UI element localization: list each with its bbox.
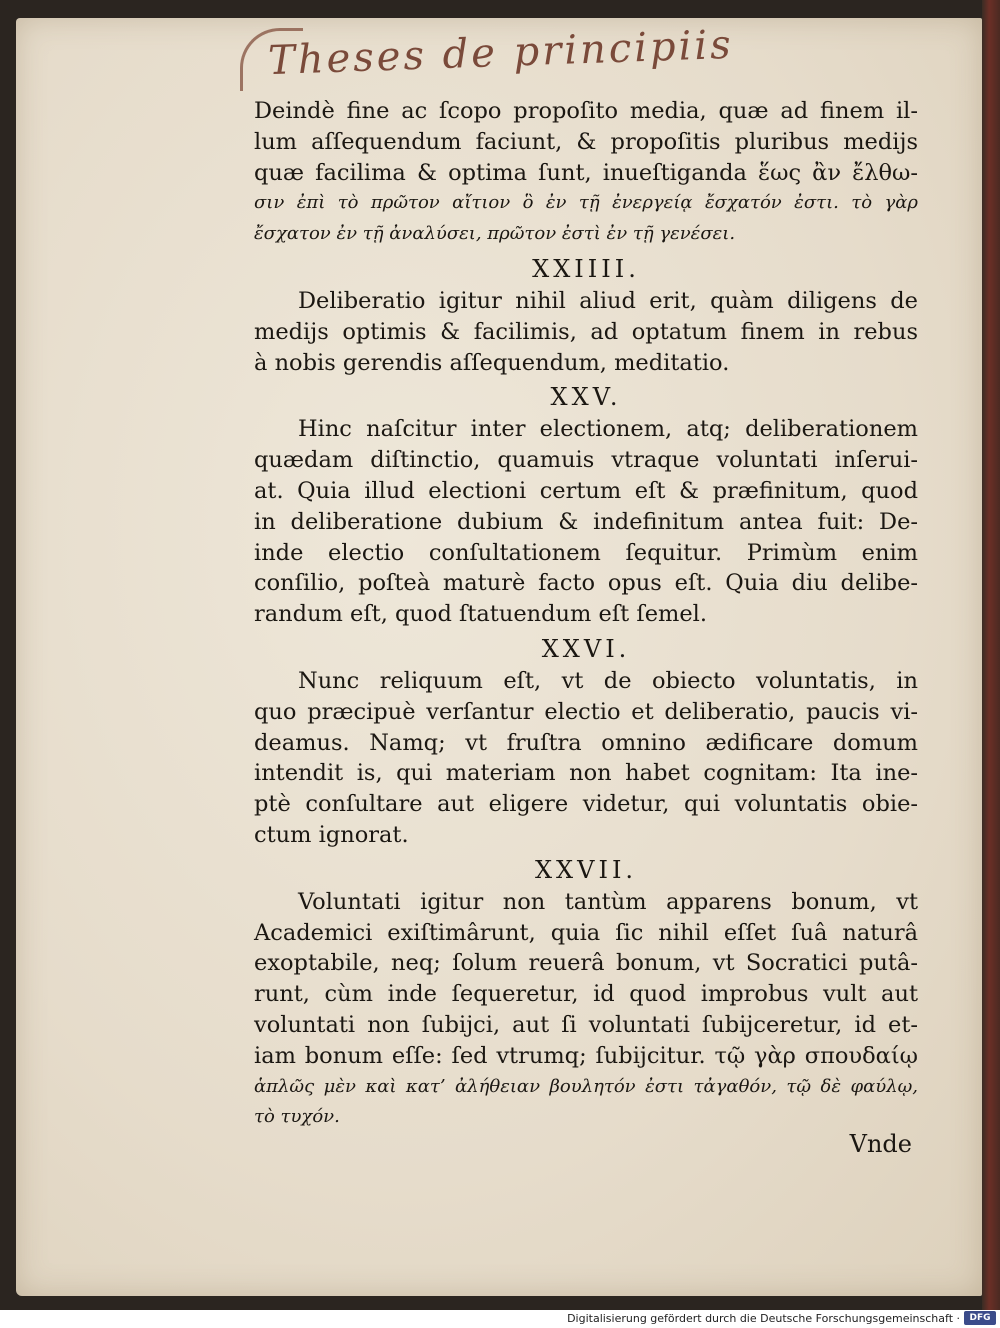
paragraph-xxvii [254,887,918,1133]
text-line: intendit is, qui materiam non habet cognitam: Ita ine- [254,760,918,787]
text-line: Academici exiſtimârunt, quia ſic nihil eſſet ſuâ naturâ [254,919,918,946]
text-line: voluntati non ſubijci, aut ſi voluntati ſubijceretur, id et- [254,1011,918,1038]
dfg-logo: DFG [964,1311,996,1325]
book-spine [982,0,1000,1310]
section-heading: XXVII. [534,855,638,884]
text-line: runt, cùm inde ſequeretur, id quod improbus vult aut [254,981,918,1008]
text-line: randum eſt, quod ſtatuendum eſt ſemel. [254,601,708,628]
text-line: à nobis gerendis aſſequendum, meditatio. [254,349,730,376]
paragraph-xxvi [254,666,918,851]
text-line: iam bonum eſſe: ſed vtrumq; ſubijcitur. τῷ γὰρ σπουδαίῳ [254,1042,918,1069]
text-line: quædam diſtinctio, quamuis vtraque voluntati inſerui- [254,447,918,474]
text-line: ctum ignorat. [254,821,409,848]
body-text [254,96,918,1160]
text-line: medijs optimis & facilimis, ad optatum finem in rebus [254,318,918,345]
text-line: lum aſſequendum faciunt, & propoſitis pluribus medijs [254,128,918,155]
section-heading: XXIIII. [532,254,640,283]
text-line: in deliberatione dubium & indefinitum antea fuit: De- [254,508,918,535]
paragraph-xxiiii [254,286,918,378]
text-line: quæ facilima & optima ſunt, inueſtiganda ἕως ἂν ἔλθω- [254,159,918,186]
catchword: Vnde [849,1130,912,1159]
section-heading: XXVI. [541,634,631,663]
text-line: Hinc naſcitur inter electionem, atq; deliberationem [298,416,918,443]
text-line: Deliberatio igitur nihil aliud erit, quàm diligens de [298,287,918,314]
text-line: at. Quia illud electioni certum eſt & præfinitum, quod [254,477,918,504]
section-heading: XXV. [550,383,622,412]
text-line: exoptabile, neq; ſolum reuerâ bonum, vt Socratici putâ- [254,950,918,977]
footer-credit: Digitalisierung gefördert durch die Deutsche Forschungsgemeinschaft · [567,1312,960,1325]
text-line: Nunc reliquum eſt, vt de obiecto voluntatis, in [298,667,918,694]
greek-line: σιν ἐπὶ τὸ πρῶτον αἴτιον ὃ ἐν τῇ ἐνεργείᾳ ἔσχατόν ἐστι. τὸ γὰρ [254,192,918,214]
text-line: inde electio conſultationem ſequitur. Primùm enim [254,539,918,566]
text-line: ptè conſultare aut eligere videtur, qui voluntatis obie- [254,791,918,818]
digitization-footer [0,1310,1000,1328]
paragraph-xxv [254,414,918,630]
handwritten-note: Theses de principiis [267,21,735,85]
greek-line: ἁπλῶς μὲν καὶ κατ’ ἀλήθειαν βουλητόν ἐστι τἀγαθόν, τῷ δὲ φαύλῳ, [254,1075,918,1097]
text-line: deamus. Namq; vt fruſtra omnino ædificare domum [254,729,918,756]
greek-line: ἔσχατον ἐν τῇ ἀναλύσει, πρῶτον ἐστὶ ἐν τῇ γενέσει. [254,223,736,245]
text-line: conſilio, poſteà maturè facto opus eſt. Quia diu delibe- [254,570,918,597]
text-line: quo præcipuè verſantur electio et deliberatio, paucis vi- [254,698,918,725]
greek-line: τὸ τυχόν. [254,1106,340,1128]
text-line: Voluntati igitur non tantùm apparens bonum, vt [298,888,918,915]
paragraph-intro [254,96,918,250]
text-line: Deindè fine ac ſcopo propoſito media, quæ ad finem il- [254,98,918,124]
